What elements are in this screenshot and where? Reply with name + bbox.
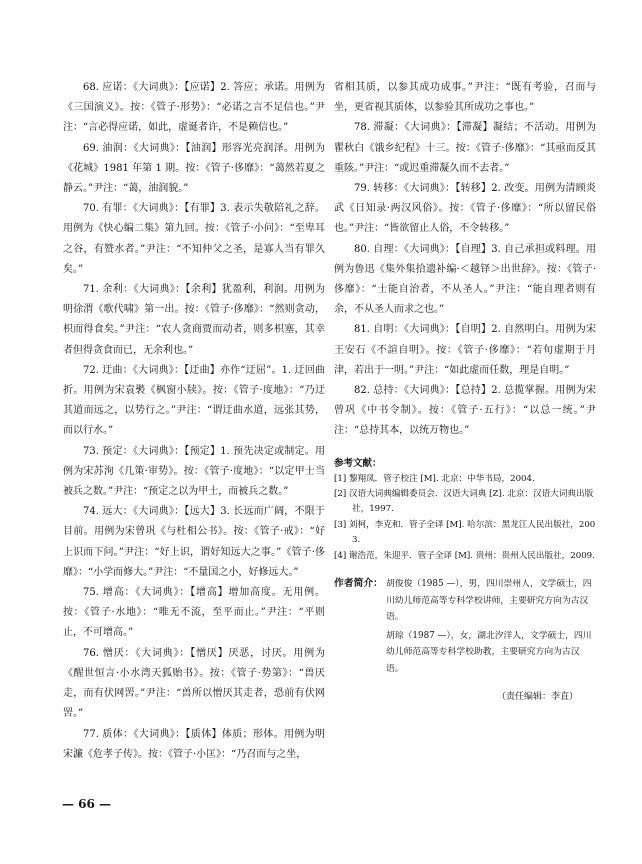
entry-78: 78. 滞凝：《大词典》：【滞凝】凝结；不活动。用例为瞿秋白《饿乡纪程》十三。按：《管子·侈靡》：“其亟而反其重陔。”尹注：“或迟重滞凝久而不去者。” bbox=[334, 122, 596, 174]
reference-item: [4] 谢浩范，朱迎平．管子全译 [M]. 贵州：贵州人民出版社，2009. bbox=[334, 550, 595, 561]
entry-75: 75. 增高：《大词典》：【增高】增加高度。无用例。按：《管子·水地》：“唯无不流，至平而止。”尹注：“平则止，不可增高。” bbox=[63, 587, 325, 639]
editor-note: （责任编辑：李直） bbox=[496, 692, 578, 703]
entry-73: 73. 预定：《大词典》：【预定】1. 预先决定或制定。用例为宋苏洵《几策·审势》。按：《管子·度地》：“以定甲士当被兵之数。”尹注：“预定之以为甲士，而被兵之数。” bbox=[63, 445, 325, 498]
author-intro-label: 作者简介： bbox=[334, 578, 383, 590]
reference-item: [2] 汉语大词典编辑委员会．汉语大词典 [Z]. 北京：汉语大词典出版社，1997. bbox=[334, 489, 594, 515]
entry-77: 77. 质体：《大词典》：【质体】体质；形体。用例为明宋濂《危孝子传》。按：《管子·小匡》：“乃召而与之坐， bbox=[63, 728, 325, 760]
entry-71: 71. 余利：《大词典》：【余利】犹盈利，利润。用例为明徐渭《歌代啸》第一出。按：《管子·侈靡》：“然则贪动，枳而得食矣。”尹注：“农人贪商贾而动者，则多枳塞，其幸者但得贪食而已，无余利也。” bbox=[63, 284, 325, 356]
author-intro bbox=[334, 576, 596, 677]
left-column bbox=[63, 78, 325, 765]
right-column bbox=[334, 78, 596, 707]
references-list bbox=[334, 472, 596, 564]
references-title: 参考文献： bbox=[334, 457, 382, 469]
entry-70: 70. 有罪：《大词典》：【有罪】3. 表示失敬陪礼之辞。用例为《快心编二集》第九回。按：《管子·小问》：“至卑耳之谷，有赞水者。”尹注：“不知仲父之圣，是寡人当有罪久矣。” bbox=[63, 203, 325, 275]
entry-77-continued: 省相其质，以参其成功成事。”尹注：“既有考验，召而与坐，更省视其质体，以参验其所成功之事也。” bbox=[334, 82, 596, 114]
entry-68: 68. 应诺：《大词典》：【应诺】2. 答应；承诺。用例为《三国演义》。按：《管子·形势》：“必诺之言不足信也。”尹注：“言必得应诺，如此，虚诞者许，不是赖信也。” bbox=[63, 82, 325, 134]
entry-79: 79. 转移：《大词典》：【转移】2. 改变。用例为清顾炎武《日知录·两汉风俗》。按：《管子·侈靡》：“所以留民俗也。”尹注：“皆欲留止人俗，不令转移。” bbox=[334, 183, 596, 235]
reference-item: [1] 黎翔凤．管子校注 [M]. 北京：中华书局，2004. bbox=[334, 473, 535, 484]
entry-81: 81. 自明：《大词典》：【自明】2. 自然明白。用例为宋王安石《不諠自明》。按：《管子·侈靡》：“若旬虚期于月津，若出于一明。”尹注：“如此虚而任数，理是自明。” bbox=[334, 324, 596, 376]
entry-72: 72. 迂曲：《大词典》：【迂曲】亦作“迂屈”。1. 迂回曲折。用例为宋袁褧《枫窗小牍》。按：《管子·度地》：“乃迂其道而远之，以势行之。”尹注：“谓迂曲水道，远张其势，而以行水。” bbox=[63, 364, 325, 437]
entry-74: 74. 远大：《大词典》：【远大】3. 长远而广阔，不限于目前。用例为宋曾巩《与杜相公书》。按：《管子·戒》：“好上识而下问。”尹注：“好上识，谓好知远大之事。”《管子·侈靡》：“小学而修大。”尹注：“不量国之小，好修远大。” bbox=[63, 506, 325, 578]
page-number: — 66 — bbox=[62, 797, 112, 811]
author-entry: 胡琼（1987 —），女，湖北汐洋人，文学硕士，四川幼儿师范高等专科学校助教，主要研究方向为古汉语。 bbox=[386, 630, 592, 674]
entry-76: 76. 憎厌：《大词典》：【憎厌】厌恶，讨厌。用例为《醒世恒言·小水湾天狐贻书》。按：《管子·势第》：“兽厌走，而有伏网罟。”尹注：“兽所以憎厌其走者，恐前有伏网罟。” bbox=[63, 647, 325, 720]
author-entry: 胡俊俊（1985 —），男，四川崇州人，文学硕士，四川幼儿师范高等专科学校讲师，主要研究方向为古汉语。 bbox=[386, 579, 592, 623]
entry-69: 69. 油润：《大词典》：【油润】形容光亮润泽。用例为《花城》1981 年第 1 期。按：《管子·侈靡》：“蔼然若夏之静云。”尹注：“蔼，油润貌。” bbox=[63, 142, 325, 195]
entry-80: 80. 自理：《大词典》：【自理】3. 自己承担或料理。用例为鲁迅《集外集拾遗补编·＜越铎＞出世辞》。按：《管子·侈靡》：“士能自治者，不从圣人。”尹注：“能自理者则有余，不从圣人而求之也。” bbox=[334, 243, 596, 316]
reference-item: [3] 刘柯，李克和．管子全译 [M]. 哈尔滨：黑龙江人民出版社，2003. bbox=[334, 519, 596, 546]
entry-82: 82. 总持：《大词典》：【总持】2. 总揽掌握。用例为宋曾巩《中书令制》。按：《管子·五行》：“以总一统。”尹注：“总持其本，以统万物也。” bbox=[334, 385, 596, 437]
